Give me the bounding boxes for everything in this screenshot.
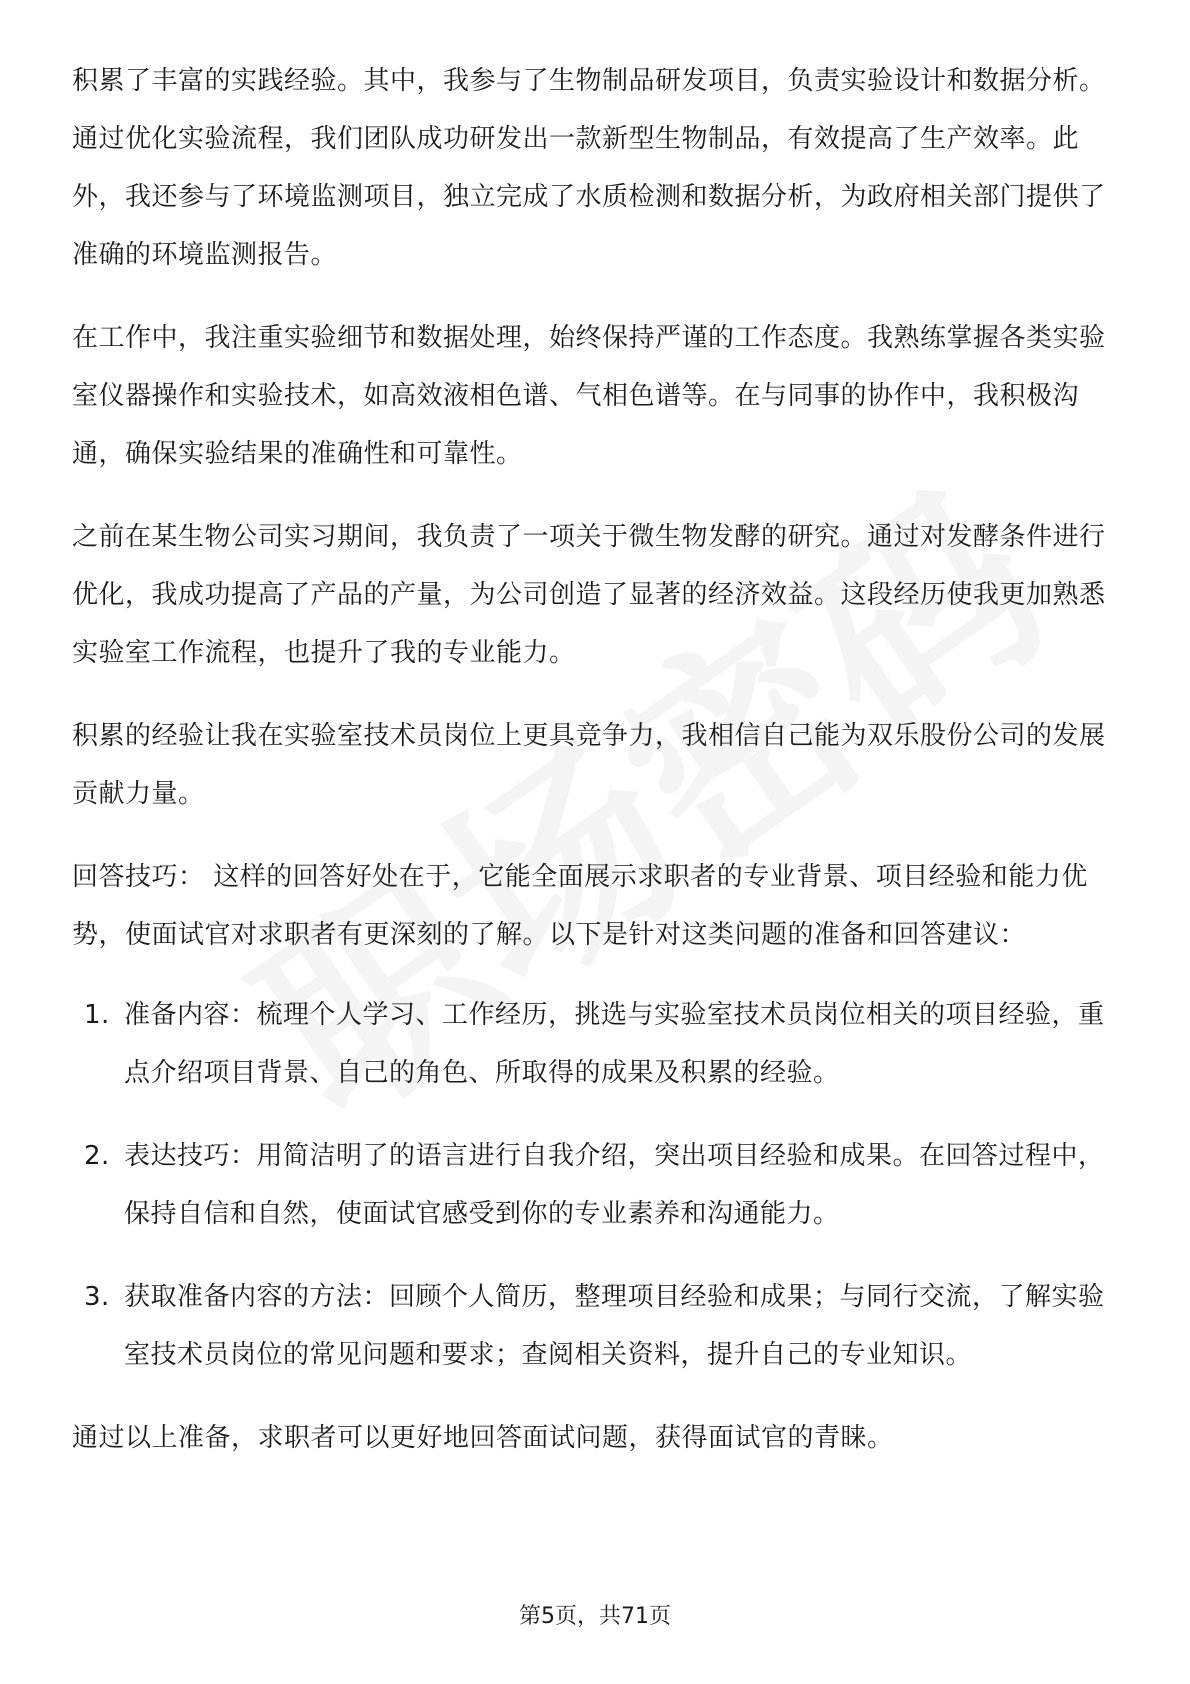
- list-item-text: 准备内容：梳理个人学习、工作经历，挑选与实验室技术员岗位相关的项目经验，重点介绍项目背景、自己的角色、所取得的成果及积累的经验。: [124, 1000, 1105, 1088]
- list-item-number: 2.: [84, 1141, 110, 1171]
- list-item-text: 获取准备内容的方法：回顾个人简历，整理项目经验和成果；与同行交流，了解实验室技术员岗位的常见问题和要求；查阅相关资料，提升自己的专业知识。: [124, 1282, 1105, 1370]
- paragraph-closing: 通过以上准备，求职者可以更好地回答面试问题，获得面试官的青睐。: [72, 1423, 894, 1453]
- list-item-text: 表达技巧：用简洁明了的语言进行自我介绍，突出项目经验和成果。在回答过程中，保持自信和自然，使面试官感受到你的专业素养和沟通能力。: [124, 1141, 1105, 1229]
- advice-list: [72, 986, 1118, 1384]
- paragraph-internship: 之前在某生物公司实习期间，我负责了一项关于微生物发酵的研究。通过对发酵条件进行优化，我成功提高了产品的产量，为公司创造了显著的经济效益。这段经历使我更加熟悉实验室工作流程，也提升了我的专业能力。: [72, 522, 1106, 668]
- paragraph-experience: 积累了丰富的实践经验。其中，我参与了生物制品研发项目，负责实验设计和数据分析。通过优化实验流程，我们团队成功研发出一款新型生物制品，有效提高了生产效率。此外，我还参与了环境监测项目，独立完成了水质检测和数据分析，为政府相关部门提供了准确的环境监测报告。: [72, 66, 1106, 270]
- list-item: [72, 986, 1118, 1102]
- paragraph-work-attitude: 在工作中，我注重实验细节和数据处理，始终保持严谨的工作态度。我熟练掌握各类实验室仪器操作和实验技术，如高效液相色谱、气相色谱等。在与同事的协作中，我积极沟通，确保实验结果的准确性和可靠性。: [72, 323, 1106, 469]
- list-item-number: 1.: [84, 1000, 110, 1030]
- page-content: [72, 52, 1118, 1492]
- paragraph-competitiveness: 积累的经验让我在实验室技术员岗位上更具竞争力，我相信自己能为双乐股份公司的发展贡献力量。: [72, 721, 1106, 809]
- list-item-number: 3.: [84, 1282, 110, 1312]
- list-item: [72, 1268, 1118, 1384]
- paragraph-answer-tips: 回答技巧： 这样的回答好处在于，它能全面展示求职者的专业背景、项目经验和能力优势，使面试官对求职者有更深刻的了解。以下是针对这类问题的准备和回答建议：: [72, 862, 1088, 950]
- page-footer: 第5页，共71页: [519, 1604, 671, 1629]
- list-item: [72, 1127, 1118, 1243]
